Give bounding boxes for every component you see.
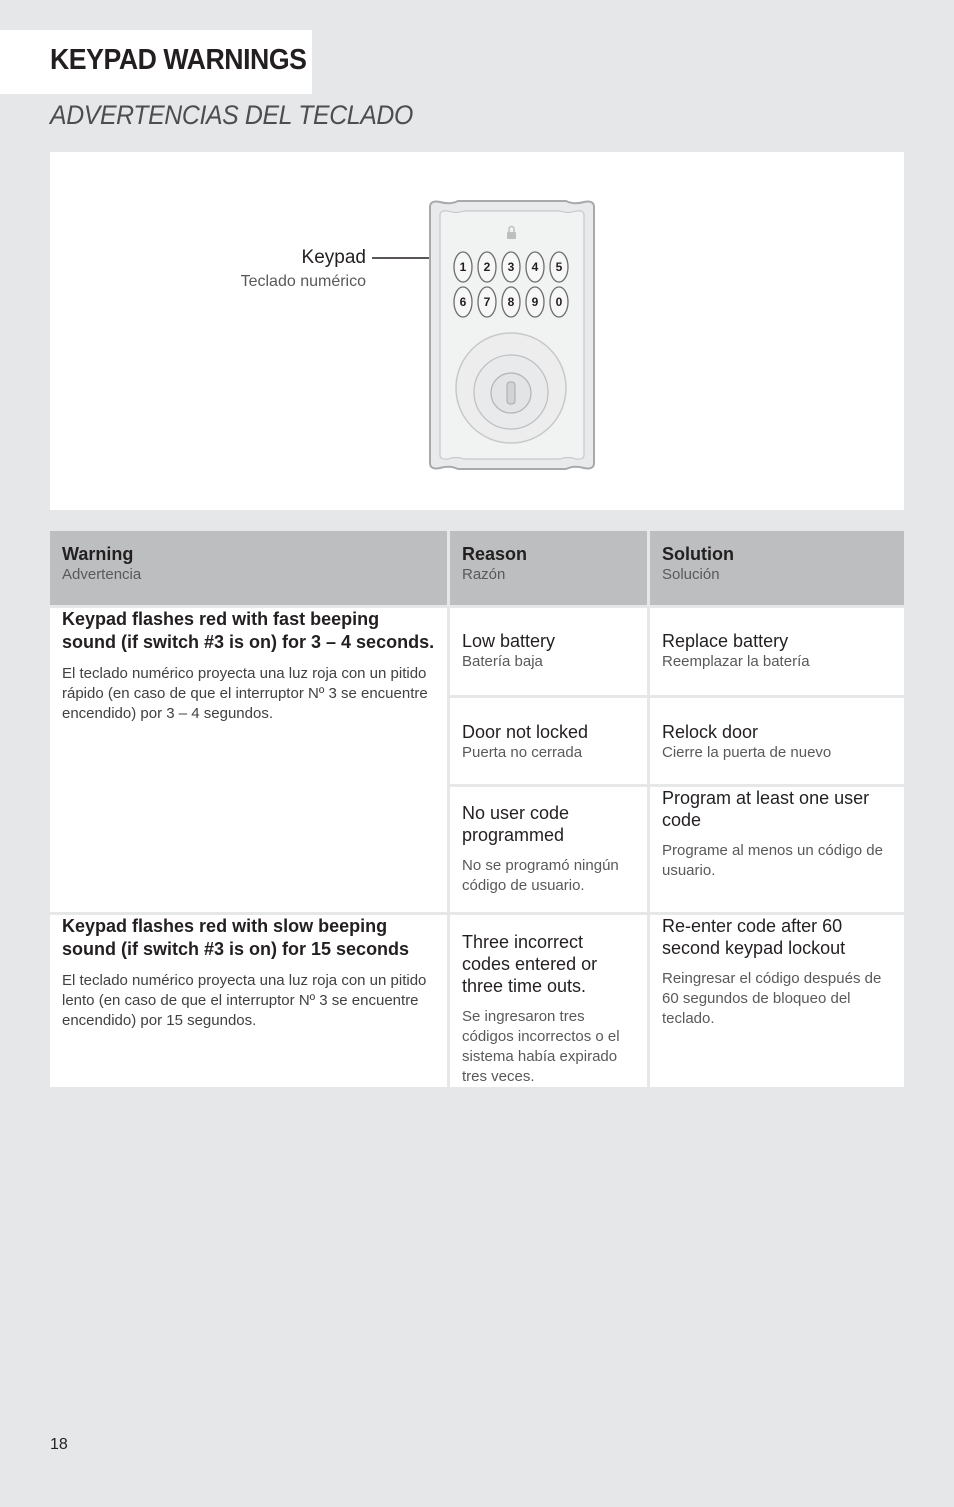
solution-text-es: Programe al menos un código de usuario. xyxy=(662,842,883,879)
reason-text-en: Door not locked xyxy=(462,722,589,742)
reason-text-en: Three incorrect codes entered or three time outs. xyxy=(462,932,598,996)
reason-cell xyxy=(450,787,650,915)
key-label-7: 7 xyxy=(483,295,491,309)
key-2 xyxy=(478,252,496,282)
reason-cell xyxy=(450,608,650,698)
header-solution-en: Solution xyxy=(662,544,734,564)
warning-cell xyxy=(50,915,450,1090)
solution-text-en: Replace battery xyxy=(662,631,789,651)
key-5 xyxy=(550,252,568,282)
key-label-5: 5 xyxy=(555,260,563,274)
key-8 xyxy=(502,287,520,317)
warning-cell xyxy=(50,608,450,915)
key-6 xyxy=(454,287,472,317)
header-reason-es: Razón xyxy=(462,566,506,583)
page-subtitle: ADVERTENCIAS DEL TECLADO xyxy=(50,100,413,130)
keypad-callout xyxy=(241,246,366,294)
header-warning-en: Warning xyxy=(62,544,134,564)
key-label-0: 0 xyxy=(555,295,563,309)
solution-text-es: Reemplazar la batería xyxy=(662,653,810,670)
reason-cell xyxy=(450,915,650,1090)
page-number: 18 xyxy=(50,1436,68,1453)
warning-text-es: El teclado numérico proyecta una luz roja con un pitido lento (en caso de que el interruptor Nº 3 se encuentre encendido) por 15 segundos. xyxy=(62,972,427,1029)
header-warning xyxy=(50,531,450,608)
warning-text-en: Keypad flashes red with fast beeping sound (if switch #3 is on) for 3 – 4 seconds. xyxy=(62,609,435,652)
key-9 xyxy=(526,287,544,317)
table-row xyxy=(50,915,904,1090)
deadbolt-illustration xyxy=(370,195,610,485)
reason-text-en: Low battery xyxy=(462,631,556,651)
reason-text-es: Batería baja xyxy=(462,653,543,670)
key-4 xyxy=(526,252,544,282)
header-warning-es: Advertencia xyxy=(62,566,142,583)
reason-text-en: No user code programmed xyxy=(462,803,570,845)
key-0 xyxy=(550,287,568,317)
warning-text-en: Keypad flashes red with slow beeping sound (if switch #3 is on) for 15 seconds xyxy=(62,916,410,959)
key-label-6: 6 xyxy=(459,295,467,309)
solution-cell xyxy=(650,787,904,915)
solution-text-en: Program at least one user code xyxy=(662,788,870,830)
header-reason-en: Reason xyxy=(462,544,528,564)
solution-cell xyxy=(650,608,904,698)
warning-text-es: El teclado numérico proyecta una luz roja con un pitido rápido (en caso de que el interruptor Nº 3 se encuentre encendido) por 3 – 4 segundos. xyxy=(62,665,428,722)
solution-text-es: Cierre la puerta de nuevo xyxy=(662,744,832,761)
callout-label-en: Keypad xyxy=(301,247,366,268)
solution-cell xyxy=(650,698,904,787)
key-label-4: 4 xyxy=(531,260,539,274)
header-reason xyxy=(450,531,650,608)
table-row xyxy=(50,608,904,698)
solution-text-en: Re-enter code after 60 second keypad lockout xyxy=(662,916,846,958)
reason-cell xyxy=(450,698,650,787)
reason-text-es: Se ingresaron tres códigos incorrectos o el sistema había expirado tres veces. xyxy=(462,1008,620,1085)
callout-label-es: Teclado numérico xyxy=(240,273,366,290)
reason-text-es: Puerta no cerrada xyxy=(462,744,583,761)
key-label-8: 8 xyxy=(507,295,515,309)
reason-text-es: No se programó ningún código de usuario. xyxy=(462,857,619,894)
key-label-2: 2 xyxy=(483,260,491,274)
key-1 xyxy=(454,252,472,282)
table-header-row xyxy=(50,531,904,608)
solution-cell xyxy=(650,915,904,1090)
warnings-table xyxy=(50,531,904,1090)
key-3 xyxy=(502,252,520,282)
header-solution-es: Solución xyxy=(662,566,720,583)
key-label-1: 1 xyxy=(459,260,467,274)
solution-text-en: Relock door xyxy=(662,722,759,742)
solution-text-es: Reingresar el código después de 60 segundos de bloqueo del teclado. xyxy=(662,970,882,1027)
key-label-9: 9 xyxy=(531,295,539,309)
deadbolt-cylinder xyxy=(456,333,566,443)
header-solution xyxy=(650,531,904,608)
page-title: KEYPAD WARNINGS xyxy=(50,44,307,76)
key-7 xyxy=(478,287,496,317)
key-label-3: 3 xyxy=(507,260,515,274)
